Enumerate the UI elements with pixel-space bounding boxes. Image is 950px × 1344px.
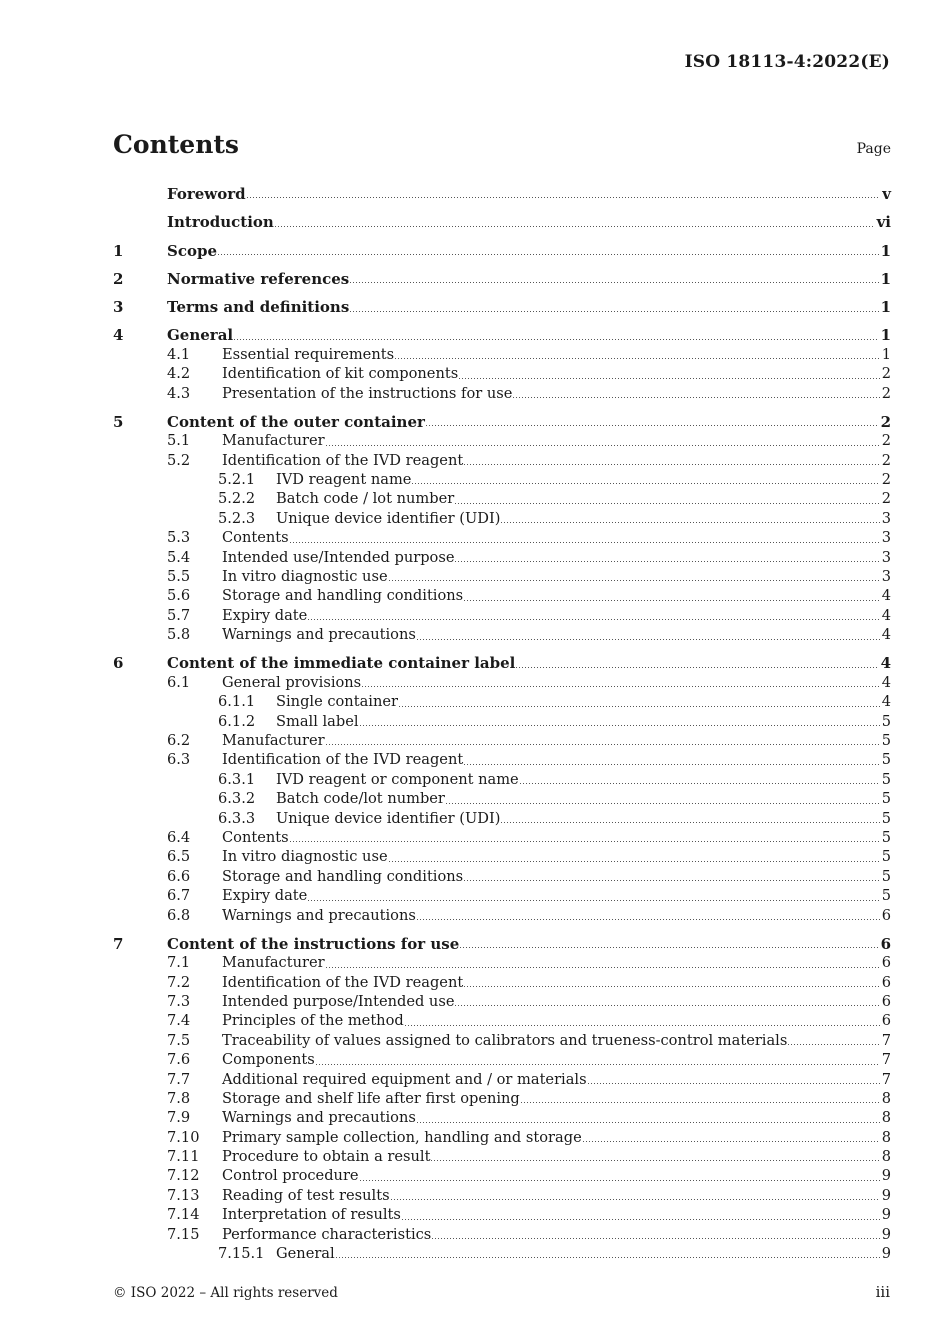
toc-entry[interactable]	[113, 529, 891, 548]
toc-entry-title: Performance characteristics	[222, 1225, 432, 1243]
toc-entry-number: 5.7	[167, 606, 191, 624]
toc-entry-number: 7.1	[167, 954, 191, 972]
toc-entry-title: Manufacturer	[222, 954, 325, 972]
toc-entry-title: Identification of the IVD reagent	[222, 751, 464, 769]
toc-entry-title: Contents	[222, 529, 289, 547]
toc-entry-number: 7.3	[167, 992, 191, 1010]
toc-entry-page: 4	[881, 587, 891, 605]
toc-entry-title: Components	[222, 1051, 315, 1069]
toc-entry-page: 1	[880, 298, 891, 317]
page-title: Contents	[113, 130, 240, 159]
toc-entry-page: 2	[881, 490, 891, 508]
toc-entry-title: General	[276, 1245, 335, 1263]
toc-entry[interactable]	[113, 1090, 891, 1109]
toc-entry-number: 7.4	[167, 1012, 191, 1030]
toc-entry[interactable]	[113, 1109, 891, 1128]
toc-entry-number: 5.3	[167, 529, 191, 547]
toc-entry-number: 6.8	[167, 906, 191, 924]
dot-leader	[290, 542, 880, 543]
dot-leader	[426, 425, 879, 426]
toc-entry-number: 5.8	[167, 626, 191, 644]
toc-entry[interactable]	[113, 935, 891, 954]
toc-entry-title: Storage and handling conditions	[222, 587, 464, 605]
toc-entry[interactable]	[113, 1167, 891, 1186]
toc-entry-title: Storage and shelf life after first opening	[222, 1089, 520, 1107]
toc-entry-page: 3	[881, 509, 891, 527]
dot-leader	[402, 1219, 880, 1220]
dot-leader	[521, 1102, 880, 1103]
toc-entry-page: 4	[881, 693, 891, 711]
toc-entry-page: 2	[881, 432, 891, 450]
toc-entry-page: 6	[881, 973, 891, 991]
toc-entry-title: General provisions	[222, 673, 362, 691]
dot-leader	[417, 919, 880, 920]
toc-entry[interactable]	[113, 213, 891, 232]
dot-leader	[308, 619, 879, 620]
toc-entry-number: 6.3.2	[218, 790, 256, 808]
dot-leader	[583, 1141, 880, 1142]
dot-leader	[501, 822, 879, 823]
dot-leader	[275, 226, 875, 227]
toc-entry[interactable]	[113, 385, 891, 404]
dot-leader	[350, 311, 878, 312]
dot-leader	[432, 1238, 879, 1239]
toc-entry-title: Additional required equipment and / or materials	[222, 1070, 587, 1088]
toc-entry[interactable]	[113, 1012, 891, 1031]
toc-entry-title: Primary sample collection, handling and storage	[222, 1128, 582, 1146]
toc-entry-title: Traceability of values assigned to calibrators and trueness-control materials	[222, 1031, 788, 1049]
page-column-label: Page	[856, 141, 891, 157]
toc-entry[interactable]	[113, 693, 891, 712]
toc-entry-number: 6.6	[167, 867, 191, 885]
toc-entry-page: 1	[881, 345, 891, 363]
toc-entry-page: 6	[880, 934, 891, 953]
toc-entry-number: 7	[113, 934, 124, 953]
dot-leader	[501, 522, 879, 523]
toc-entry-number: 5.1	[167, 432, 191, 450]
dot-leader	[455, 1005, 879, 1006]
toc-entry[interactable]	[113, 790, 891, 809]
toc-entry-number: 7.6	[167, 1051, 191, 1069]
toc-entry-page: 5	[881, 770, 891, 788]
toc-entry[interactable]	[113, 993, 891, 1012]
toc-entry-page: 5	[881, 828, 891, 846]
toc-entry-title: Identification of the IVD reagent	[222, 451, 464, 469]
toc-entry-page: 5	[881, 809, 891, 827]
toc-entry[interactable]	[113, 568, 891, 587]
toc-entry-page: 9	[881, 1167, 891, 1185]
dot-leader	[455, 561, 879, 562]
toc-entry[interactable]	[113, 954, 891, 973]
toc-entry-page: 7	[881, 1070, 891, 1088]
toc-entry-title: Unique device identifier (UDI)	[276, 509, 501, 527]
toc-entry-page: 5	[881, 867, 891, 885]
toc-entry-page: 6	[881, 954, 891, 972]
toc-entry-page: 2	[881, 471, 891, 489]
toc-entry-title: Single container	[276, 693, 398, 711]
toc-entry-number: 3	[113, 298, 124, 317]
toc-entry-page: 6	[881, 992, 891, 1010]
toc-entry[interactable]	[113, 1129, 891, 1148]
toc-entry[interactable]	[113, 346, 891, 365]
toc-entry-title: Warnings and precautions	[222, 1109, 416, 1127]
toc-entry-number: 4	[113, 326, 124, 345]
table-of-contents	[113, 185, 891, 1264]
toc-entry-page: 4	[881, 606, 891, 624]
footer-page-number: iii	[875, 1283, 890, 1301]
toc-entry-number: 4.2	[167, 365, 191, 383]
dot-leader	[326, 967, 880, 968]
toc-entry-title: Content of the immediate container label	[167, 654, 516, 673]
toc-entry-number: 6.3	[167, 751, 191, 769]
toc-entry-page: 2	[880, 412, 891, 431]
toc-entry-number: 4.3	[167, 384, 191, 402]
dot-leader	[513, 397, 879, 398]
toc-entry-page: 1	[880, 326, 891, 345]
dot-leader	[417, 639, 880, 640]
toc-entry-page: 5	[881, 848, 891, 866]
toc-entry-number: 6.7	[167, 887, 191, 905]
toc-entry-page: 7	[881, 1031, 891, 1049]
toc-entry-title: Introduction	[167, 213, 274, 232]
toc-entry-number: 7.8	[167, 1089, 191, 1107]
toc-entry-page: 4	[881, 673, 891, 691]
toc-entry-number: 5.5	[167, 567, 191, 585]
dot-leader	[350, 282, 878, 283]
toc-entry-title: In vitro diagnostic use	[222, 567, 388, 585]
toc-entry-page: 4	[880, 654, 891, 673]
toc-entry[interactable]	[113, 907, 891, 926]
toc-entry-title: Interpretation of results	[222, 1206, 401, 1224]
toc-entry[interactable]	[113, 626, 891, 645]
toc-entry[interactable]	[113, 549, 891, 568]
toc-entry-page: 1	[880, 269, 891, 288]
toc-entry-title: Identification of kit components	[222, 365, 459, 383]
toc-entry[interactable]	[113, 829, 891, 848]
toc-entry[interactable]	[113, 868, 891, 887]
dot-leader	[247, 197, 881, 198]
dot-leader	[234, 339, 878, 340]
toc-entry-title: Contents	[222, 828, 289, 846]
toc-entry[interactable]	[113, 974, 891, 993]
toc-entry-title: IVD reagent name	[276, 471, 412, 489]
toc-entry-page: 6	[881, 906, 891, 924]
dot-leader	[464, 600, 880, 601]
toc-entry-number: 7.5	[167, 1031, 191, 1049]
toc-entry[interactable]	[113, 1187, 891, 1206]
dot-leader	[308, 900, 879, 901]
dot-leader	[459, 378, 880, 379]
toc-entry-title: Procedure to obtain a result	[222, 1148, 431, 1166]
dot-leader	[316, 1064, 880, 1065]
toc-entry[interactable]	[113, 1032, 891, 1051]
dot-leader	[464, 464, 880, 465]
toc-entry-page: 1	[880, 241, 891, 260]
toc-entry[interactable]	[113, 1071, 891, 1090]
toc-entry[interactable]	[113, 587, 891, 606]
dot-leader	[788, 1044, 879, 1045]
toc-entry[interactable]	[113, 1226, 891, 1245]
toc-entry-title: Control procedure	[222, 1167, 359, 1185]
dot-leader	[336, 1257, 880, 1258]
toc-entry-title: Batch code / lot number	[276, 490, 455, 508]
toc-entry-title: General	[167, 326, 234, 345]
toc-entry-page: 5	[881, 887, 891, 905]
toc-entry-page: 4	[881, 626, 891, 644]
document-id: ISO 18113-4:2022(E)	[684, 52, 890, 72]
toc-entry[interactable]	[113, 654, 891, 673]
toc-entry-title: Reading of test results	[222, 1186, 390, 1204]
toc-entry-title: Content of the outer container	[167, 412, 425, 431]
toc-entry-page: 2	[881, 365, 891, 383]
toc-entry-page: 2	[881, 384, 891, 402]
toc-entry-number: 1	[113, 241, 124, 260]
toc-entry-title: Warnings and precautions	[222, 626, 416, 644]
toc-entry-number: 7.2	[167, 973, 191, 991]
toc-entry-title: Expiry date	[222, 887, 308, 905]
toc-entry-page: 6	[881, 1012, 891, 1030]
toc-entry-page: vi	[876, 213, 891, 232]
toc-entry-number: 6.1	[167, 673, 191, 691]
toc-entry[interactable]	[113, 432, 891, 451]
toc-entry-page: 5	[881, 712, 891, 730]
toc-entry-number: 4.1	[167, 345, 191, 363]
toc-entry-number: 5.2.2	[218, 490, 256, 508]
dot-leader	[520, 783, 880, 784]
dot-leader	[516, 667, 878, 668]
footer-copyright: © ISO 2022 – All rights reserved	[113, 1285, 338, 1301]
toc-entry-page: v	[882, 185, 891, 203]
toc-entry-title: Warnings and precautions	[222, 906, 416, 924]
toc-entry-title: IVD reagent or component name	[276, 770, 519, 788]
dot-leader	[464, 880, 880, 881]
toc-entry-title: Small label	[276, 712, 359, 730]
toc-entry-page: 9	[881, 1206, 891, 1224]
toc-entry-page: 7	[881, 1051, 891, 1069]
toc-entry-title: Essential requirements	[222, 345, 395, 363]
dot-leader	[417, 1122, 880, 1123]
toc-entry-page: 9	[881, 1245, 891, 1263]
dot-leader	[588, 1083, 880, 1084]
toc-entry-number: 6.5	[167, 848, 191, 866]
toc-entry-page: 5	[881, 732, 891, 749]
toc-entry-number: 6.2	[167, 732, 191, 749]
toc-entry-title: Principles of the method	[222, 1012, 404, 1030]
toc-entry[interactable]	[113, 185, 891, 204]
toc-entry-page: 3	[881, 529, 891, 547]
toc-entry-title: Identification of the IVD reagent	[222, 973, 464, 991]
toc-entry-number: 6.3.3	[218, 809, 256, 827]
toc-entry-title: Expiry date	[222, 606, 308, 624]
toc-entry-number: 5.2	[167, 451, 191, 469]
toc-entry-page: 2	[881, 451, 891, 469]
dot-leader	[389, 861, 880, 862]
toc-entry[interactable]	[113, 771, 891, 790]
dot-leader	[460, 947, 878, 948]
dot-leader	[446, 803, 880, 804]
toc-entry[interactable]	[113, 674, 891, 693]
toc-entry-page: 3	[881, 567, 891, 585]
toc-entry[interactable]	[113, 298, 891, 317]
toc-entry[interactable]	[113, 607, 891, 626]
toc-entry-title: Normative references	[167, 269, 350, 288]
dot-leader	[326, 445, 880, 446]
toc-entry[interactable]	[113, 510, 891, 529]
toc-entry[interactable]	[113, 452, 891, 471]
toc-entry[interactable]	[113, 1206, 891, 1225]
dot-leader	[290, 841, 880, 842]
toc-entry-title: In vitro diagnostic use	[222, 848, 388, 866]
toc-entry-number: 2	[113, 269, 124, 288]
dot-leader	[399, 706, 880, 707]
toc-entry[interactable]	[113, 242, 891, 261]
toc-entry-page: 3	[881, 548, 891, 566]
toc-entry-number: 6.1.2	[218, 712, 256, 730]
toc-entry-number: 7.7	[167, 1070, 191, 1088]
toc-entry[interactable]	[113, 732, 891, 751]
toc-entry-title: Intended purpose/Intended use	[222, 992, 455, 1010]
dot-leader	[391, 1199, 880, 1200]
toc-entry[interactable]	[113, 751, 891, 770]
dot-leader	[431, 1160, 879, 1161]
dot-leader	[412, 483, 879, 484]
toc-entry-title: Content of the instructions for use	[167, 934, 460, 953]
dot-leader	[360, 1180, 880, 1181]
toc-entry-title: Presentation of the instructions for use	[222, 384, 513, 402]
toc-entry-page: 8	[881, 1109, 891, 1127]
toc-entry-number: 7.9	[167, 1109, 191, 1127]
toc-entry-number: 7.14	[167, 1206, 200, 1224]
toc-entry-number: 5.6	[167, 587, 191, 605]
toc-entry-number: 7.15.1	[218, 1245, 265, 1263]
toc-entry-page: 8	[881, 1089, 891, 1107]
toc-entry-number: 7.11	[167, 1148, 200, 1166]
dot-leader	[455, 503, 880, 504]
dot-leader	[464, 986, 880, 987]
toc-entry-number: 7.12	[167, 1167, 200, 1185]
toc-entry[interactable]	[113, 848, 891, 867]
toc-entry-page: 5	[881, 751, 891, 769]
toc-entry-number: 5	[113, 412, 124, 431]
toc-entry-number: 6	[113, 654, 124, 673]
toc-entry[interactable]	[113, 365, 891, 384]
dot-leader	[395, 358, 880, 359]
dot-leader	[362, 686, 880, 687]
toc-entry-title: Manufacturer	[222, 432, 325, 450]
toc-entry-page: 9	[881, 1225, 891, 1243]
toc-entry-number: 7.10	[167, 1128, 200, 1146]
toc-entry-number: 5.2.1	[218, 471, 256, 489]
toc-entry-page: 8	[881, 1128, 891, 1146]
toc-entry[interactable]	[113, 1148, 891, 1167]
toc-entry[interactable]	[113, 1051, 891, 1070]
toc-entry[interactable]	[113, 713, 891, 732]
toc-entry-page: 5	[881, 790, 891, 808]
toc-entry[interactable]	[113, 1245, 891, 1264]
toc-entry-number: 5.2.3	[218, 509, 256, 527]
toc-entry[interactable]	[113, 413, 891, 432]
dot-leader	[464, 764, 880, 765]
toc-entry-title: Manufacturer	[222, 732, 325, 749]
toc-entry-number: 5.4	[167, 548, 191, 566]
toc-entry-title: Foreword	[167, 185, 246, 203]
toc-entry-title: Storage and handling conditions	[222, 867, 464, 885]
toc-entry-title: Unique device identifier (UDI)	[276, 809, 501, 827]
toc-entry-page: 8	[881, 1148, 891, 1166]
dot-leader	[405, 1025, 880, 1026]
toc-entry[interactable]	[113, 490, 891, 509]
toc-entry[interactable]	[113, 887, 891, 906]
toc-entry-title: Intended use/Intended purpose	[222, 548, 455, 566]
toc-entry-number: 6.3.1	[218, 770, 256, 788]
toc-entry-title: Scope	[167, 241, 218, 260]
toc-entry[interactable]	[113, 326, 891, 345]
toc-entry-number: 7.15	[167, 1225, 200, 1243]
toc-entry-number: 6.4	[167, 828, 191, 846]
toc-entry-title: Terms and definitions	[167, 298, 350, 317]
toc-entry-title: Batch code/lot number	[276, 790, 445, 808]
toc-entry-number: 6.1.1	[218, 693, 256, 711]
dot-leader	[389, 580, 880, 581]
toc-entry[interactable]	[113, 471, 891, 490]
dot-leader	[360, 725, 880, 726]
toc-entry-number: 7.13	[167, 1186, 200, 1204]
toc-entry-page: 9	[881, 1186, 891, 1204]
toc-entry[interactable]	[113, 270, 891, 289]
dot-leader	[326, 744, 880, 745]
toc-entry[interactable]	[113, 810, 891, 829]
dot-leader	[218, 254, 879, 255]
